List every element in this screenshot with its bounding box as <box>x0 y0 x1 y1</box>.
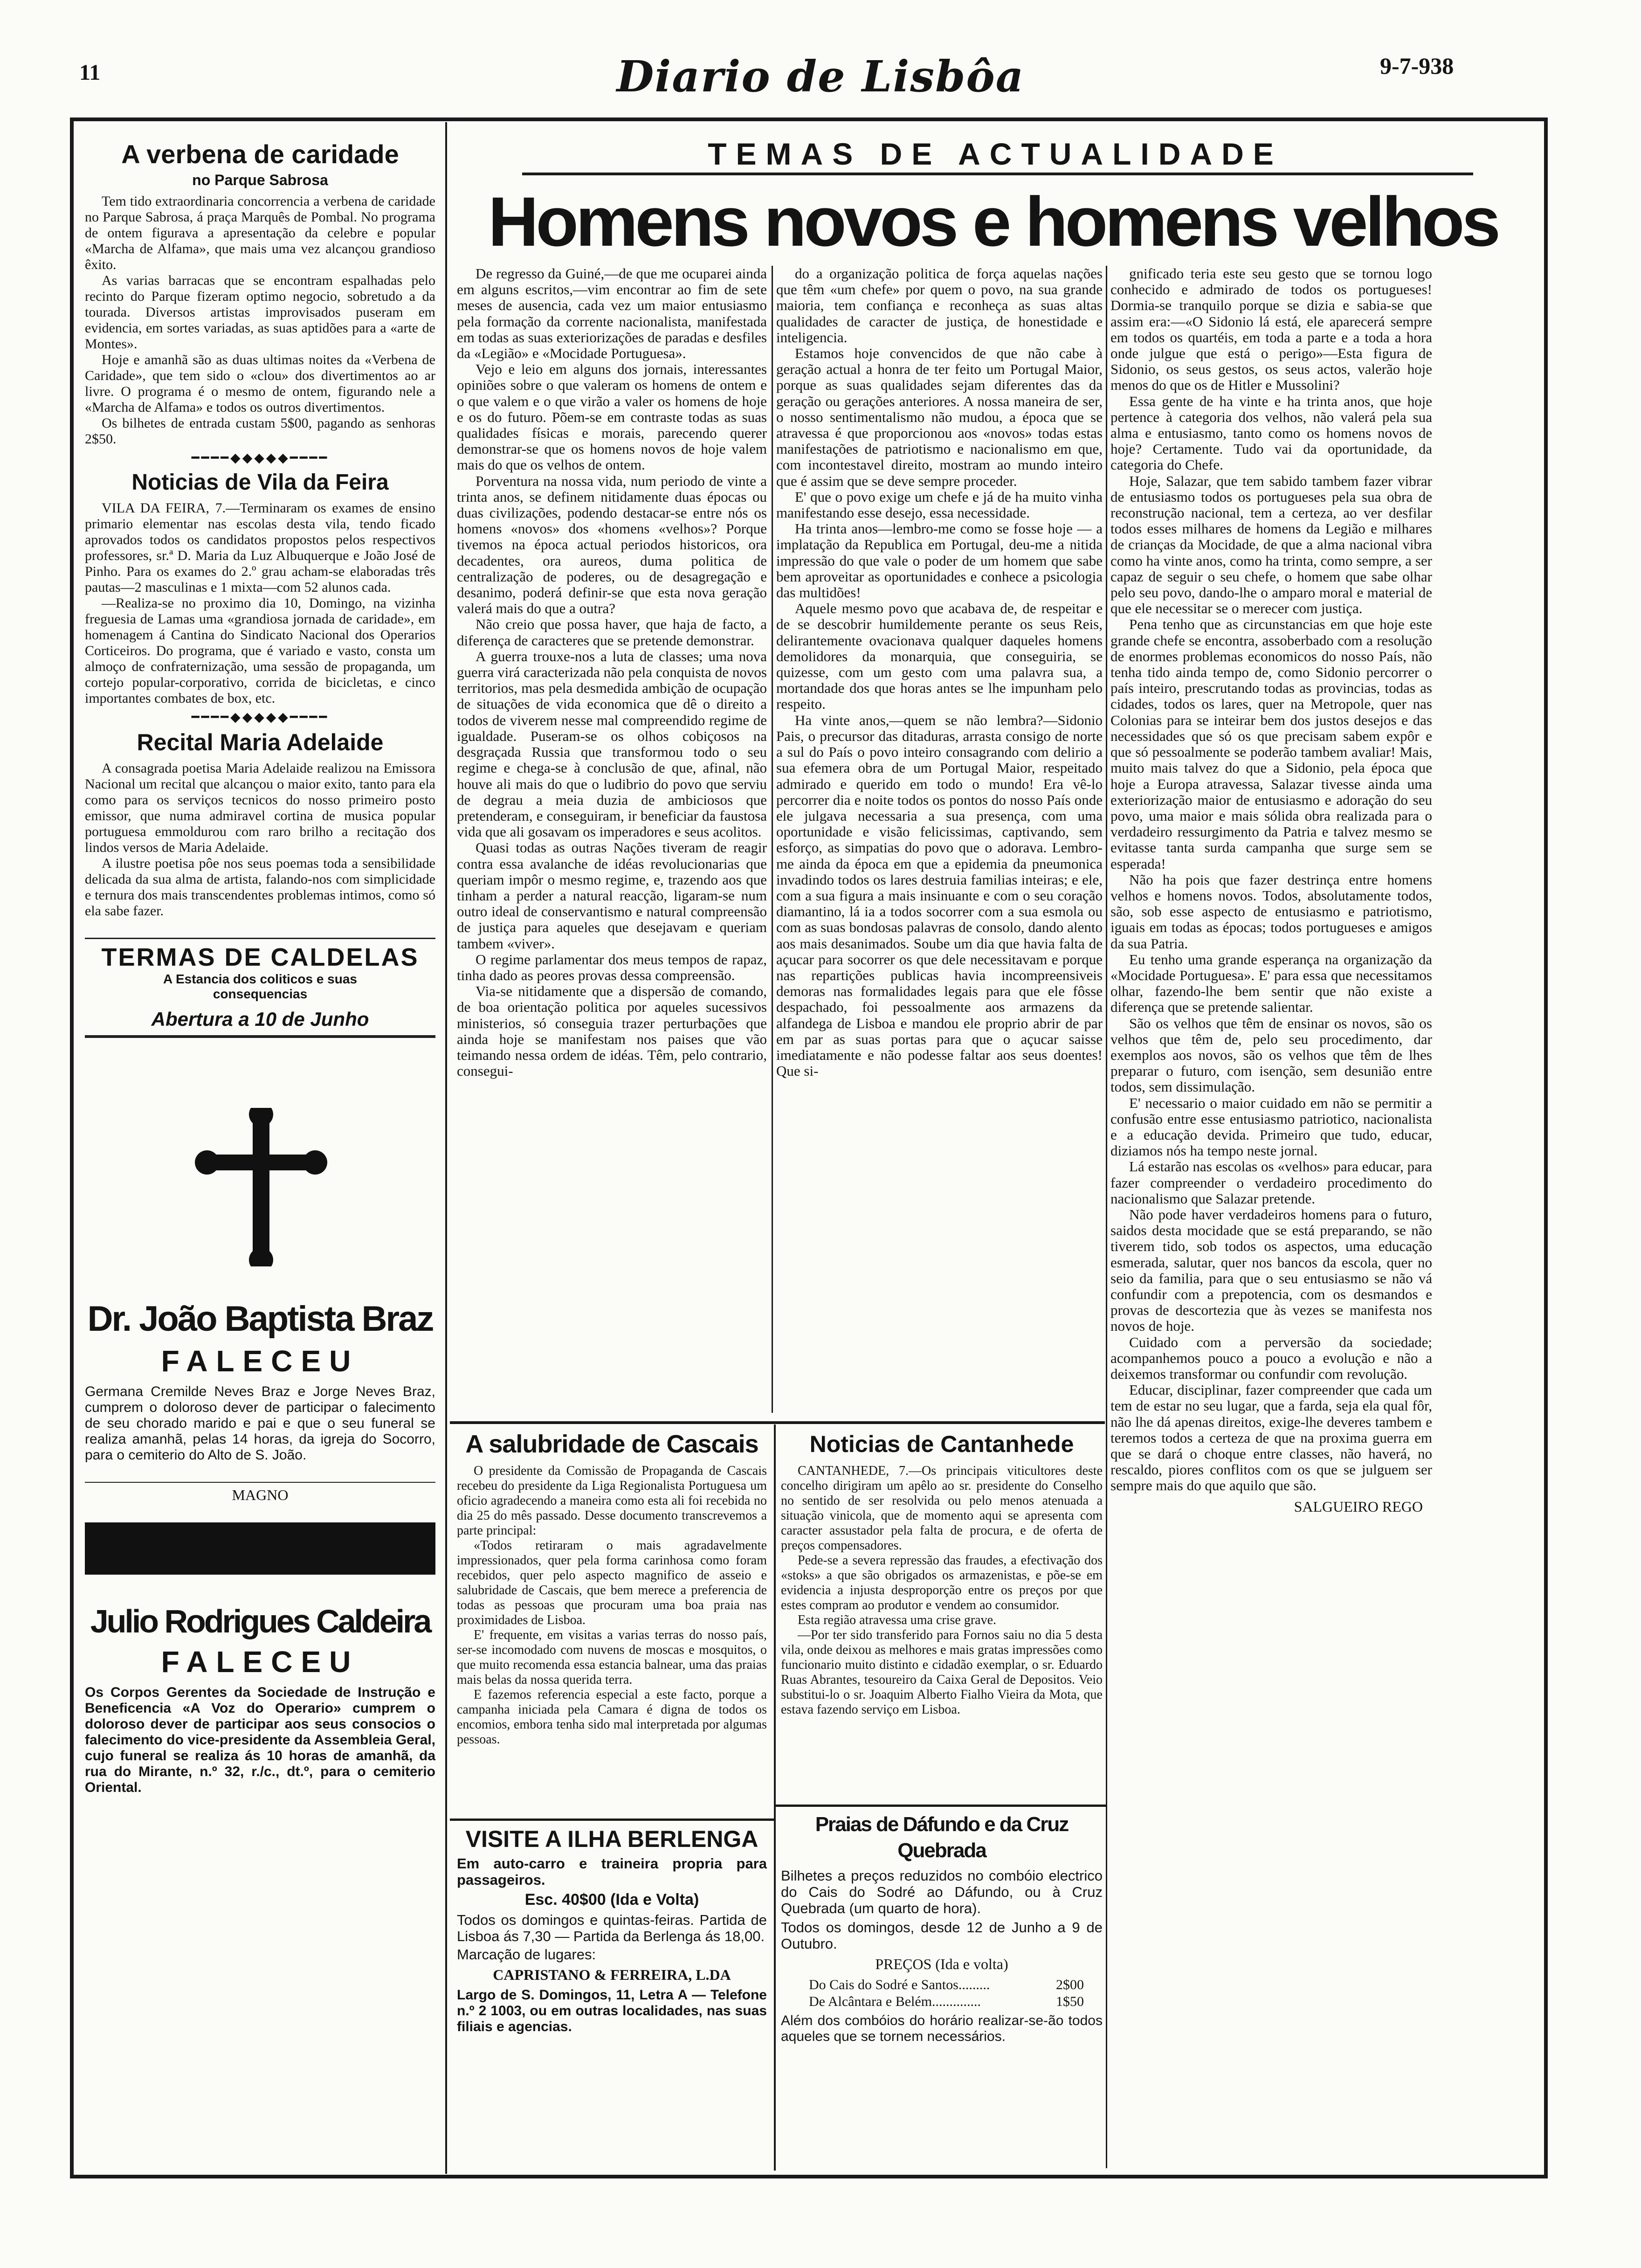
cascais-article <box>457 1429 767 1747</box>
berlenga-booking-label: Marcação de lugares: <box>457 1946 596 1963</box>
column-divider <box>1106 266 1107 2168</box>
page-number: 11 <box>79 60 101 85</box>
cross-icon <box>85 1108 435 1266</box>
caldelas-line1: A Estancia dos coliticos e suas <box>163 972 357 986</box>
paragraph: O presidente da Comissão de Propaganda de Cascais recebeu do presidente da Liga Regionalista Portuguesa um oficio agradecendo a maneira como esta ali foi recebida no dia 25 do mês passado. Desse documento transcrevemos a parte principal: <box>457 1464 767 1538</box>
paragraph: Não pode haver verdadeiros homens para o futuro, saidos desta mocidade que se está preparando, se não tiverem tido, sob todos os aspectos, uma educação esmerada, salutar, quer nos bancos da escola, quer no seio da familia, para que o seu entusiasmo se não vá confundir com a prepotencia, com os desmandos e provas de descortezia que às vezes se manifesta nos novos de hoje. <box>1110 1206 1432 1335</box>
verbena-article <box>85 140 435 447</box>
frame-bottom <box>70 2175 1548 2178</box>
paragraph: Quasi todas as outras Nações tiveram de reagir contra essa avalanche de idéas revolucionarias que queriam impôr o mesmo regime, e, trazendo aos que tinham a perder a natural reacção, ligaram-se num outro ideal de conservantismo e natural compreensão de justiça para aqueles que desejavam e queriam tambem «viver». <box>457 839 767 952</box>
feira-article <box>85 470 435 706</box>
paragraph: Hoje, Salazar, que tem sabido tambem fazer vibrar de entusiasmo todos os portugueses pela sua obra de reconstrução nacional, tem a certeza, ao ver desfilar todos esses milhares de homens da Legião e milhares de crianças da Mocidade, de que a alma nacional vibra como ha vinte anos, como ha trinta, como sempre, a ser capaz de seguir o seu chefe, o homem que sabe olhar pelo seu povo, dando-lhe o amparo moral e material de que ele necessitar se o merecer com justiça. <box>1110 472 1432 617</box>
paragraph: «Todos retiraram o mais agradavelmente impressionados, quer pela forma carinhosa como foram recebidos, quer pelo aspecto magnifico de asseio e salubridade de Cascais, que bem merece a preferencia de todas as pessoas que procuram uma boa praia nas proximidades de Lisboa. <box>457 1538 767 1627</box>
feature-bottom-rule <box>450 1421 1105 1424</box>
paragraph: Hoje e amanhã são as duas ultimas noites da «Verbena de Caridade», que tem sido o «clou» dos divertimentos ao ar livre. O programa é o mesmo de ontem, figurando nele a «Marcha de Alfama» e todos os outros divertimentos. <box>85 352 435 415</box>
ornament-divider: ━━━━◆◆◆◆◆━━━━ <box>191 451 329 465</box>
paragraph: Ha trinta anos—lembro-me como se fosse hoje — a implatação da Republica em Portugal, deu-me a nitida impressão do que vale o poder de um homem que sabe bem aproveitar as oportunidades e conhece a psicologia das multidões! <box>776 520 1103 601</box>
berlenga-price: Esc. 40$00 (Ida e Volta) <box>524 1891 699 1908</box>
caldelas-line2: consequencias <box>213 987 308 1001</box>
lower-box-divider <box>774 1424 776 2171</box>
dafundo-season: Todos os domingos, desde 12 de Junho a 9 de Outubro. <box>781 1919 1103 1952</box>
faleceu-label: FALECEU <box>161 1645 359 1679</box>
paragraph: Pede-se a severa repressão das fraudes, a efectivação dos «stoks» a que são obrigados os armazenistas, e põe-se em evidencia a injusta desproporção entre os preços por que estes compram ao produtor e vendem ao consumidor. <box>781 1553 1103 1612</box>
paragraph: De regresso da Guiné,—de que me ocuparei ainda em alguns escritos,—vim encontrar ao fim de sete meses de ausencia, cada vez um maior entusiasmo pela formação da corrente nacionalista, manifestada em todas as suas exteriorizações de paradas e desfiles da «Legião» e «Mocidade Portuguesa». <box>457 265 767 362</box>
paragraph: do a organização politica de força aquelas nações que têm «um chefe» por quem o povo, na sua grande maioria, tem confiança e reconheça as suas altas qualidades de caracter de justiça, de honestidade e inteligencia. <box>776 265 1103 346</box>
feature-column-3 <box>1110 266 1432 1514</box>
cantanhede-body <box>781 1464 1103 1717</box>
paragraph: E' frequente, em visitas a varias terras do nosso país, ser-se incomodado com nuvens de moscas e mosquitos, o que muito recomenda essa estancia balnear, uma das praias mais belas da nossa querida terra. <box>457 1628 767 1687</box>
cantanhede-article <box>781 1429 1103 1717</box>
paragraph: —Realiza-se no proximo dia 10, Domingo, na vizinha freguesia de Lamas uma «grandiosa jornada de caridade», em homenagem á Cantina do Sindicato Nacional dos Operarios Corticeiros. Do programa, que é variado e vasto, consta um almoço de confraternização, uma sessão de propaganda, um cortejo popular-corporativo, corrida de bicicletas, e cinco importantes combates de box, etc. <box>85 595 435 706</box>
dafundo-prices-title: PREÇOS (Ida e volta) <box>875 1956 1008 1972</box>
paragraph: Ha vinte anos,—quem se não lembra?—Sidonio Pais, o precursor das ditaduras, arrasta consigo de norte a sul do País o povo inteiro consagrando com delirio a sua efemera obra de um Portugal Maior, respeitado admirado e querido em todo o mundo! Era vê-lo percorrer dia e noite todos os pontos do nosso País onde ele julgava necessaria a sua presença, com uma oportunidade e visão felicissimas, captivando, sem esforço, as simpatias do povo que o adorava. Lembro-me ainda da época em que a epidemia da pneumonica invadindo todos os lares destruia familias inteiras; e ele, com a sua figura a mais insinuante e com o seu coração diamantino, lá ia a todos socorrer com a sua esmola ou com as suas bondosas palavras de consolo, dando alento aos mais desanimados. Soube um dia que havia falta de açucar para socorrer os que dele necessitavam e porque nas repartições publicas havia incompreensiveis demoras nas formalidades legais para que ele fôsse despachado, foi pessoalmente aos armazens da alfandega de Lisboa e mandou ele proprio abrir de par em par as suas portas para que o açucar saisse imediatamente e não podesse faltar aos seus doentes! Que si- <box>776 712 1103 1079</box>
feature-headline: Homens novos e homens velhos <box>488 182 1498 261</box>
paragraph: —Por ter sido transferido para Fornos saiu no dia 5 desta vila, onde deixou as melhores e mais gratas impressões como funcionario muito distinto e cidadão exemplar, o sr. Eduardo Ruas Abrantes, tesoureiro da Caixa Geral de Depositos. Veio substitui-lo o sr. Joaquim Alberto Fialho Vieira da Mota, que estava fazendo serviço em Lisboa. <box>781 1628 1103 1717</box>
cantanhede-title: Noticias de Cantanhede <box>809 1431 1074 1457</box>
paragraph: Cuidado com a perversão da sociedade; acompanhemos pouco a pouco a evolução e não a deixemos transformar ou confundir com revolução. <box>1110 1334 1432 1383</box>
berlenga-agency: CAPRISTANO & FERREIRA, L.DA <box>493 1966 731 1983</box>
berlenga-intro: Em auto-carro e traineira propria para passageiros. <box>457 1855 767 1888</box>
obituary-braz <box>85 1108 435 1575</box>
berlenga-address: Largo de S. Domingos, 11, Letra A — Telefone n.º 2 1003, ou em outras localidades, nas suas filiais e agencias. <box>457 1987 767 2034</box>
dafundo-intro: Bilhetes a preços reduzidos no combóio electrico do Cais do Sodré ao Dáfundo, ou à Cruz Quebrada (um quarto de hora). <box>781 1867 1103 1916</box>
left-column-divider <box>445 122 447 2174</box>
feature-kicker: TEMAS DE ACTUALIDADE <box>708 137 1283 171</box>
ad-top-rule <box>775 1805 1106 1807</box>
berlenga-schedule: Todos os domingos e quintas-feiras. Partida de Lisboa ás 7,30 — Partida da Berlenga ás 18,00. <box>457 1912 767 1944</box>
obituary-text: Germana Cremilde Neves Braz e Jorge Neves Braz, cumprem o doloroso dever de participar o falecimento de seu chorado marido e pai e que o seu funeral se realiza amanhã, pelas 14 horas, da igreja do Socorro, para o cemiterio do Alto de S. João. <box>85 1384 435 1463</box>
paragraph: A ilustre poetisa pôe nos seus poemas toda a sensibilidade delicada da sua alma de artista, falando-nos com simplicidade e ternura dos mais transcendentes problemas intimos, como só ela sabe fazer. <box>85 856 435 919</box>
funeral-agency: MAGNO <box>85 1482 435 1504</box>
masthead <box>0 0 1641 117</box>
paragraph: Eu tenho uma grande esperança na organização da «Mocidade Portuguesa». E' para essa que necessitamos olhar, fazendo-lhe bem sentir que não existe a diferença que se pretende salientar. <box>1110 951 1432 1016</box>
paragraph: Os bilhetes de entrada custam 5$00, pagando as senhoras 2$50. <box>85 415 435 447</box>
frame-left <box>70 118 74 2178</box>
feira-body <box>85 500 435 706</box>
faleceu-label: FALECEU <box>161 1344 359 1378</box>
paragraph: Esta região atravessa uma crise grave. <box>798 1613 997 1627</box>
verbena-title: A verbena de caridade <box>121 139 399 169</box>
feira-title: Noticias de Vila da Feira <box>131 470 389 495</box>
paragraph: VILA DA FEIRA, 7.—Terminaram os exames de ensino primario elementar nas escolas desta vila, tendo ficado aprovados todos os candidatos propostos pelos respectivos professores, sr.ª D. Maria da Luz Albuquerque e João José de Pinho. Para os exames do 2.º grau acham-se elaboradas três pautas—2 masculinas e 1 mixta—com 52 alunos cada. <box>85 500 435 595</box>
berlenga-title: VISITE A ILHA BERLENGA <box>465 1826 758 1852</box>
price-row-label: Do Cais do Sodré e Santos......... <box>809 1977 990 1992</box>
paragraph: Via-se nitidamente que a dispersão de comando, de boa orientação politica por aqueles sucessivos ministerios, só conseguia trazer perturbações que ainda hoje se manifestam nos paises que vão teimando nessa ordem de idéas. Têm, pelo contrario, consegui- <box>457 983 767 1079</box>
recital-title: Recital Maria Adelaide <box>137 729 384 755</box>
price-row <box>781 1993 1103 2010</box>
ad-top-rule <box>450 1819 774 1821</box>
caldelas-ad <box>85 938 435 1038</box>
dafundo-footer: Além dos combóios do horário realizar-se-ão todos aqueles que se tornem necessários. <box>781 2013 1103 2044</box>
deceased-name: Julio Rodrigues Caldeira <box>90 1603 430 1639</box>
paragraph: gnificado teria este seu gesto que se tornou logo conhecido e admirado de todos os portugueses! Dormia-se tranquilo porque se dizia e sabia-se que assim era:—«O Sidonio lá está, ele aparecerá sempre em todos os quartéis, em toda a parte e a toda a hora onde julgue que está o perigo»—Esta figura de Sidonio, os seus gestos, os seus actos, valerão hoje menos do que os de Hitler e Mussolini? <box>1110 265 1432 394</box>
paragraph: A consagrada poetisa Maria Adelaide realizou na Emissora Nacional um recital que alcançou o maior exito, tanto para ela como para os serviços tecnicos do nosso primeiro posto emissor, que numa admiravel cortina de musica popular portuguesa emmoldurou com raro brilho a recitação dos lindos versos de Maria Adelaide. <box>85 761 435 855</box>
cross-graphic <box>85 1108 435 1266</box>
column-divider <box>772 266 773 1413</box>
recital-body <box>85 761 435 919</box>
paragraph: O regime parlamentar dos meus tempos de rapaz, tinha dado as peores provas dessa compreensão. <box>457 951 767 983</box>
mourning-band <box>85 1522 435 1575</box>
price-row-value: 1$50 <box>1056 1994 1084 2009</box>
left-column <box>85 140 435 1796</box>
obituary-text: Os Corpos Gerentes da Sociedade de Instrução e Beneficencia «A Voz do Operario» cumprem o doloroso dever de participar aos seus consocios o falecimento do vice-presidente da Assembleia Geral, cujo funeral se realiza ás 10 horas de amanhã, da rua do Mirante, n.º 32, r./c., dt.º, para o cemiterio Oriental. <box>85 1685 435 1795</box>
cascais-body <box>457 1464 767 1747</box>
paragraph: A guerra trouxe-nos a luta de classes; uma nova guerra virá caracterizada não pela conquista de novos territorios, mas pela desmedida ambição de ocupação de situações de vida economica que dê o direito a todos de viverem nesse mal compreendido regime de igualdade. Puseram-se os olhos cobiçosos na desgraçada Russia que transformou todo o seu regime e chega-se à conclusão de que, afinal, não houve ali mais do que o ludibrio do povo que serviu de degrau a meia duzia de ambiciosos que pretenderam, e conseguiram, ir beneficiar da faustosa vida que ali gosavam os imperadores e seus acolitos. <box>457 648 767 840</box>
paragraph: E' que o povo exige um chefe e já de ha muito vinha manifestando esse desejo, essa necessidade. <box>776 488 1103 521</box>
paragraph: Aquele mesmo povo que acabava de, de respeitar e de se descobrir humildemente perante os seus Reis, delirantemente ovacionava qualquer daqueles homens demolidores da monarquia, que conseguiria, se quizesse, com um gesto com uma palavra sua, a mortandade dos que horas antes se lhe impunham pelo respeito. <box>776 600 1103 712</box>
price-row-value: 2$00 <box>1056 1977 1084 1992</box>
frame-right <box>1544 118 1548 2178</box>
price-row-label: De Alcântara e Belém.............. <box>809 1994 981 2009</box>
caldelas-opening: Abertura a 10 de Junho <box>151 1008 369 1030</box>
paragraph: Estamos hoje convencidos de que não cabe à geração actual a honra de ter feito um Portugal Maior, porque as suas qualidades sejam diferentes das da geração ou gerações anteriores. A nossa maneira de ser, o nosso sentimentalismo não mudou, a época que se atravessa é que proporcionou aos «novos» todas estas manifestações de patriotismo e nacionalismo em que, com incontestavel direito, mostram ao mundo inteiro que é assim que se deve sempre proceder. <box>776 345 1103 489</box>
paragraph: CANTANHEDE, 7.—Os principais viticultores deste concelho dirigiram um apêlo ao sr. presidente do Conselho no sentido de ser resolvida ou pelo menos atenuada a situação vinicola, que de momento aqui se apresenta com caracter assustador pela falta de procura, e de oferta de preços compensadores. <box>781 1464 1103 1553</box>
dafundo-title: Praias de Dáfundo e da Cruz Quebrada <box>815 1813 1069 1862</box>
paragraph: E' necessario o maior cuidado em não se permitir a confusão entre esse entusiasmo patriotico, nacionalista e a educação devida. Primeiro que tudo, educar, diziamos nós ha tempo neste jornal. <box>1110 1094 1432 1159</box>
masthead-title: Diario de Lisbôa <box>616 51 1025 102</box>
paragraph: Não creio que possa haver, que haja de facto, a diferença de caracteres que se pretende demonstrar. <box>457 616 767 649</box>
price-row <box>781 1977 1103 1993</box>
feature-signature: SALGUEIRO REGO <box>1294 1498 1423 1515</box>
kicker-underline <box>522 173 1473 175</box>
paragraph: Não ha pois que fazer destrinça entre homens velhos e homens novos. Todos, absolutamente todos, são, sob esse aspecto de entusiasmo e patriotismo, iguais em todas as épocas; todos portugueses e amigos da sua Patria. <box>1110 871 1432 952</box>
ornament-divider: ━━━━◆◆◆◆◆━━━━ <box>191 710 329 725</box>
verbena-subtitle: no Parque Sabrosa <box>192 172 328 188</box>
feature-column-1 <box>457 266 767 1079</box>
feature-column-2 <box>776 266 1103 1079</box>
frame-top <box>70 118 1548 121</box>
paragraph: As varias barracas que se encontram espalhadas pelo recinto do Parque fizeram optimo negocio, sobretudo a da tourada. Diversos artistas improvisados puseram em evidencia, em sortes variadas, as suas aptidões para a «arte de Montes». <box>85 273 435 352</box>
paragraph: Lá estarão nas escolas os «velhos» para educar, para fazer compreender o verdadeiro procedimento do nacionalismo que Salazar pretende. <box>1110 1158 1432 1207</box>
berlenga-ad <box>457 1825 767 2035</box>
deceased-name: Dr. João Baptista Braz <box>87 1299 433 1339</box>
masthead-date: 9-7-938 <box>1380 53 1454 79</box>
paragraph: E fazemos referencia especial a este facto, porque a campanha iniciada pela Camara é digna de todos os encomios, embora tenha sido mal interpretada por algumas pessoas. <box>457 1687 767 1747</box>
recital-article <box>85 729 435 919</box>
paragraph: Essa gente de ha vinte e ha trinta anos, que hoje pertence à categoria dos velhos, não valerá pela sua alma e entusiasmo, tanto como os homens novos de hoje? Certamente. Tudo vai da oportunidade, da categoria do Chefe. <box>1110 393 1432 473</box>
paragraph: Porventura na nossa vida, num periodo de vinte a trinta anos, se definem nitidamente duas épocas ou duas civilizações, podendo destacar-se entre nós os homens «novos» dos «homens «velhos»? Porque tivemos na época actual periodos historicos, ora decadentes, ora aureos, duma politica de centralização de poderes, ou de desagregação e desanimo, poderá definir-se que esta nova geração valerá mais do que a outra? <box>457 472 767 617</box>
dafundo-ad <box>781 1812 1103 2045</box>
paragraph: Educar, disciplinar, fazer compreender que cada um tem de estar no seu lugar, que a farda, seja ela qual fôr, não lhe dá apenas direitos, exige-lhe deveres tambem e teremos todos a certeza de que na proxima guerra em que se dará o choque entre classes, não haverá, no rescaldo, piores conflitos com os que se julguem ser sempre mais do que aquilo que são. <box>1110 1382 1432 1494</box>
paragraph: Tem tido extraordinaria concorrencia a verbena de caridade no Parque Sabrosa, á praça Marquês de Pombal. No programa de ontem figurava a apresentação da celebre e popular «Marcha de Alfama», que mais uma vez alcançou grandioso êxito. <box>85 194 435 272</box>
cascais-title: A salubridade de Cascais <box>465 1430 758 1458</box>
paragraph: Pena tenho que as circunstancias em que hoje este grande chefe se encontra, assoberbado com a resolução de enormes problemas economicos do nosso País, não tenha tido ainda tempo de, como Sidonio percorrer o país inteiro, prescrutando todas as provincias, todas as cidades, todos os lares, quer na Metropole, quer nas Colonias para se inteirar bem dos justos desejos e das necessidades que só os que precisam sabem expôr e que só pessoalmente se poderão tambem avaliar! Mais, muito mais talvez do que a Sidonio, pela época que hoje a Europa atravessa, Salazar tivesse ainda uma exteriorização maior de entusiasmo e adoração do seu povo, uma maior e mais sólida obra realizada para o verdadeiro ressurgimento da Patria e talvez mesmo se evitasse tanta surda campanha que surge sem se esperada! <box>1110 616 1432 872</box>
paragraph: São os velhos que têm de ensinar os novos, são os velhos que têm de, pelo seu procedimento, dar exemplos aos novos, são os velhos que têm de lhes preparar o futuro, com isenção, sem desunião entre todos, sem dissimulação. <box>1110 1015 1432 1095</box>
paragraph: Vejo e leio em alguns dos jornais, interessantes opiniões sobre o que valeram os homens de ontem e o que valem e o que virão a valer os homens de hoje e os do futuro. Põem-se em contraste todas as suas qualidades físicas e morais, parecendo querer demonstrar-se que os homens novos de hoje valem mais do que os velhos de ontem. <box>457 361 767 473</box>
verbena-body <box>85 194 435 447</box>
caldelas-title: TERMAS DE CALDELAS <box>101 943 419 971</box>
obituary-caldeira <box>85 1603 435 1796</box>
